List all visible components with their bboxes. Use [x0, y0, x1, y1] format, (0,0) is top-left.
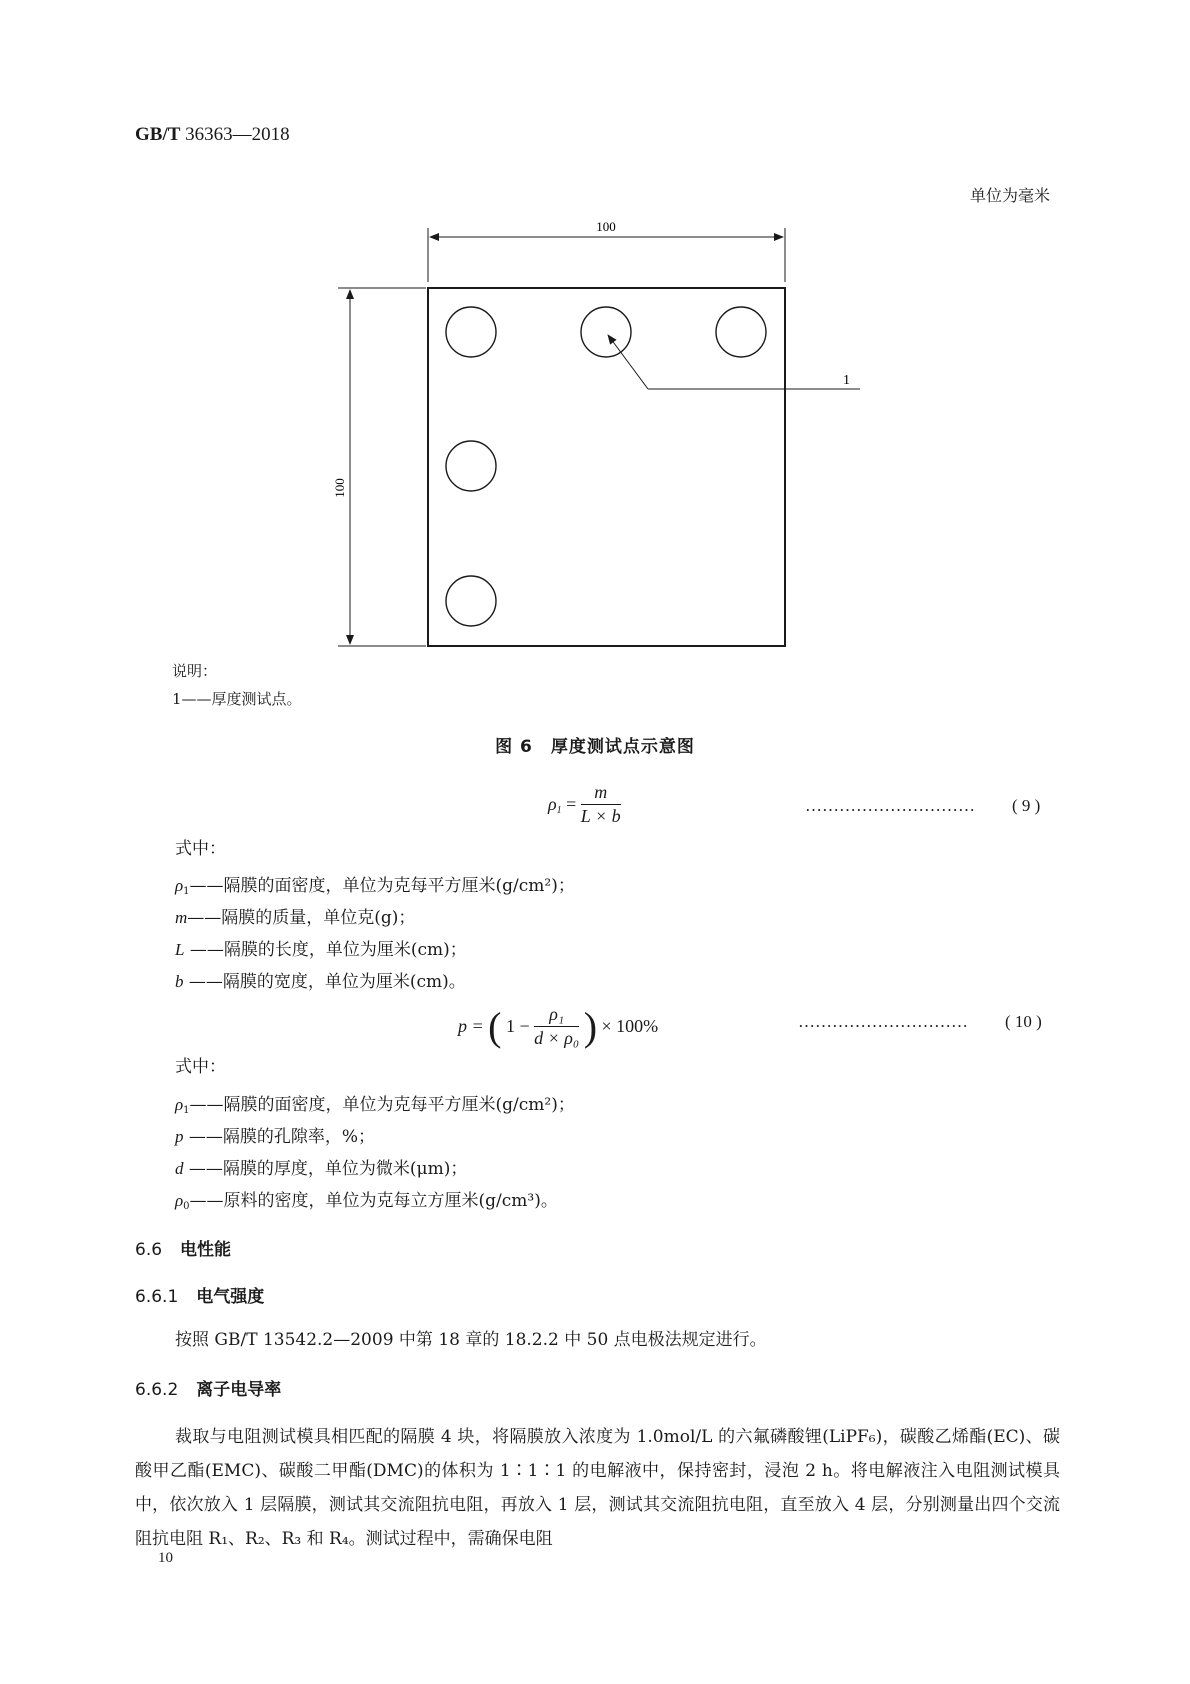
thickness-test-points-figure — [0, 0, 1190, 700]
variable-line: m——隔膜的质量，单位克(g)； — [175, 908, 416, 928]
where-label-2: 式中： — [175, 1057, 226, 1077]
variable-line: $\rho_1——$隔膜的面密度，单位为克每平方厘米(g/cm²)； — [175, 1095, 575, 1116]
formula-9-leader: ………………………… — [805, 796, 975, 815]
page-number: 10 — [158, 1550, 173, 1566]
formula-10-lhs: p = — [458, 1016, 489, 1036]
section-6-6-1-paragraph: 按照 GB/T 13542.2—2009 中第 18 章的 18.2.2 中 50 点电极法规定进行。 — [175, 1330, 767, 1350]
standard-prefix: GB/T — [135, 124, 181, 145]
formula-10-leader: ………………………… — [798, 1012, 968, 1031]
formula-9-lhs: $\rho_1$ = — [548, 793, 577, 816]
dim-top-label: 100 — [596, 219, 616, 234]
legend-title: 说明： — [172, 662, 218, 680]
test-point-circle — [446, 576, 496, 626]
formula-10-number: ( 10 ) — [1005, 1012, 1042, 1031]
formula-10-numerator: ρ₁ — [534, 1004, 579, 1027]
where-label-1: 式中： — [175, 839, 226, 859]
section-6-6-2-heading: 6.6.2 离子电导率 — [135, 1380, 282, 1400]
standard-number: 36363—2018 — [185, 124, 290, 145]
test-point-circle — [716, 307, 766, 357]
dim-left-label: 100 — [332, 478, 347, 498]
legend-item: 1——厚度测试点。 — [172, 690, 302, 708]
formula-10-paren-close: ) — [583, 1004, 598, 1049]
section-6-6-heading: 6.6 电性能 — [135, 1240, 232, 1260]
formula-10-denominator: d × ρ₀ — [534, 1028, 580, 1048]
formula-10-paren-open: ( — [488, 1004, 502, 1049]
formula-9-number: ( 9 ) — [1012, 796, 1041, 815]
figure-caption: 图 6 厚度测试点示意图 — [495, 737, 695, 757]
callout-label: 1 — [843, 373, 850, 388]
variable-line: p ——隔膜的孔隙率，%； — [175, 1127, 376, 1147]
formula-10-one: 1 − — [505, 1016, 530, 1036]
formula-9-fraction — [581, 782, 621, 827]
variable-line: d ——隔膜的厚度，单位为微米(μm)； — [175, 1159, 468, 1179]
unit-note: 单位为毫米 — [969, 186, 1050, 205]
test-point-circle — [581, 307, 631, 357]
section-6-6-2-paragraph: 裁取与电阻测试模具相匹配的隔膜 4 块，将隔膜放入浓度为 1.0mol/L 的六氟磷酸锂(LiPF₆)，碳酸乙烯酯(EC)、碳酸甲乙酯(EMC)、碳酸二甲酯(DMC)的体积为 1∶1∶1 的电解液中，保持密封，浸泡 2 h。将电解液注入电阻测试模具中，依次放入 1 层隔膜，测试其交流阻抗电阻，再放入 1 层，测试其交流阻抗电阻，直至放入 4 层，分别测量出四个交流阻抗电阻 R₁、R₂、R₃ 和 R₄。测试过程中，需确保电阻 — [135, 1427, 1060, 1549]
formula-10 — [458, 1003, 658, 1050]
formula-10-fraction — [534, 1004, 579, 1049]
sample-square — [428, 288, 785, 646]
formula-9 — [548, 782, 621, 827]
formula-10-tail: × 100% — [601, 1016, 659, 1036]
test-point-circle — [446, 307, 496, 357]
section-6-6-1-heading: 6.6.1 电气强度 — [135, 1287, 265, 1307]
test-point-circle — [446, 441, 496, 491]
variable-line: $\rho_1——$隔膜的面密度，单位为克每平方厘米(g/cm²)； — [175, 876, 575, 897]
variable-line: $\rho_0——$原料的密度，单位为克每立方厘米(g/cm³)。 — [175, 1191, 558, 1212]
variable-line: L ——隔膜的长度，单位为厘米(cm)； — [175, 940, 467, 960]
formula-9-numerator: m — [581, 782, 621, 805]
variable-line: b ——隔膜的宽度，单位为厘米(cm)。 — [175, 972, 466, 992]
formula-9-denominator: L × b — [580, 806, 621, 826]
